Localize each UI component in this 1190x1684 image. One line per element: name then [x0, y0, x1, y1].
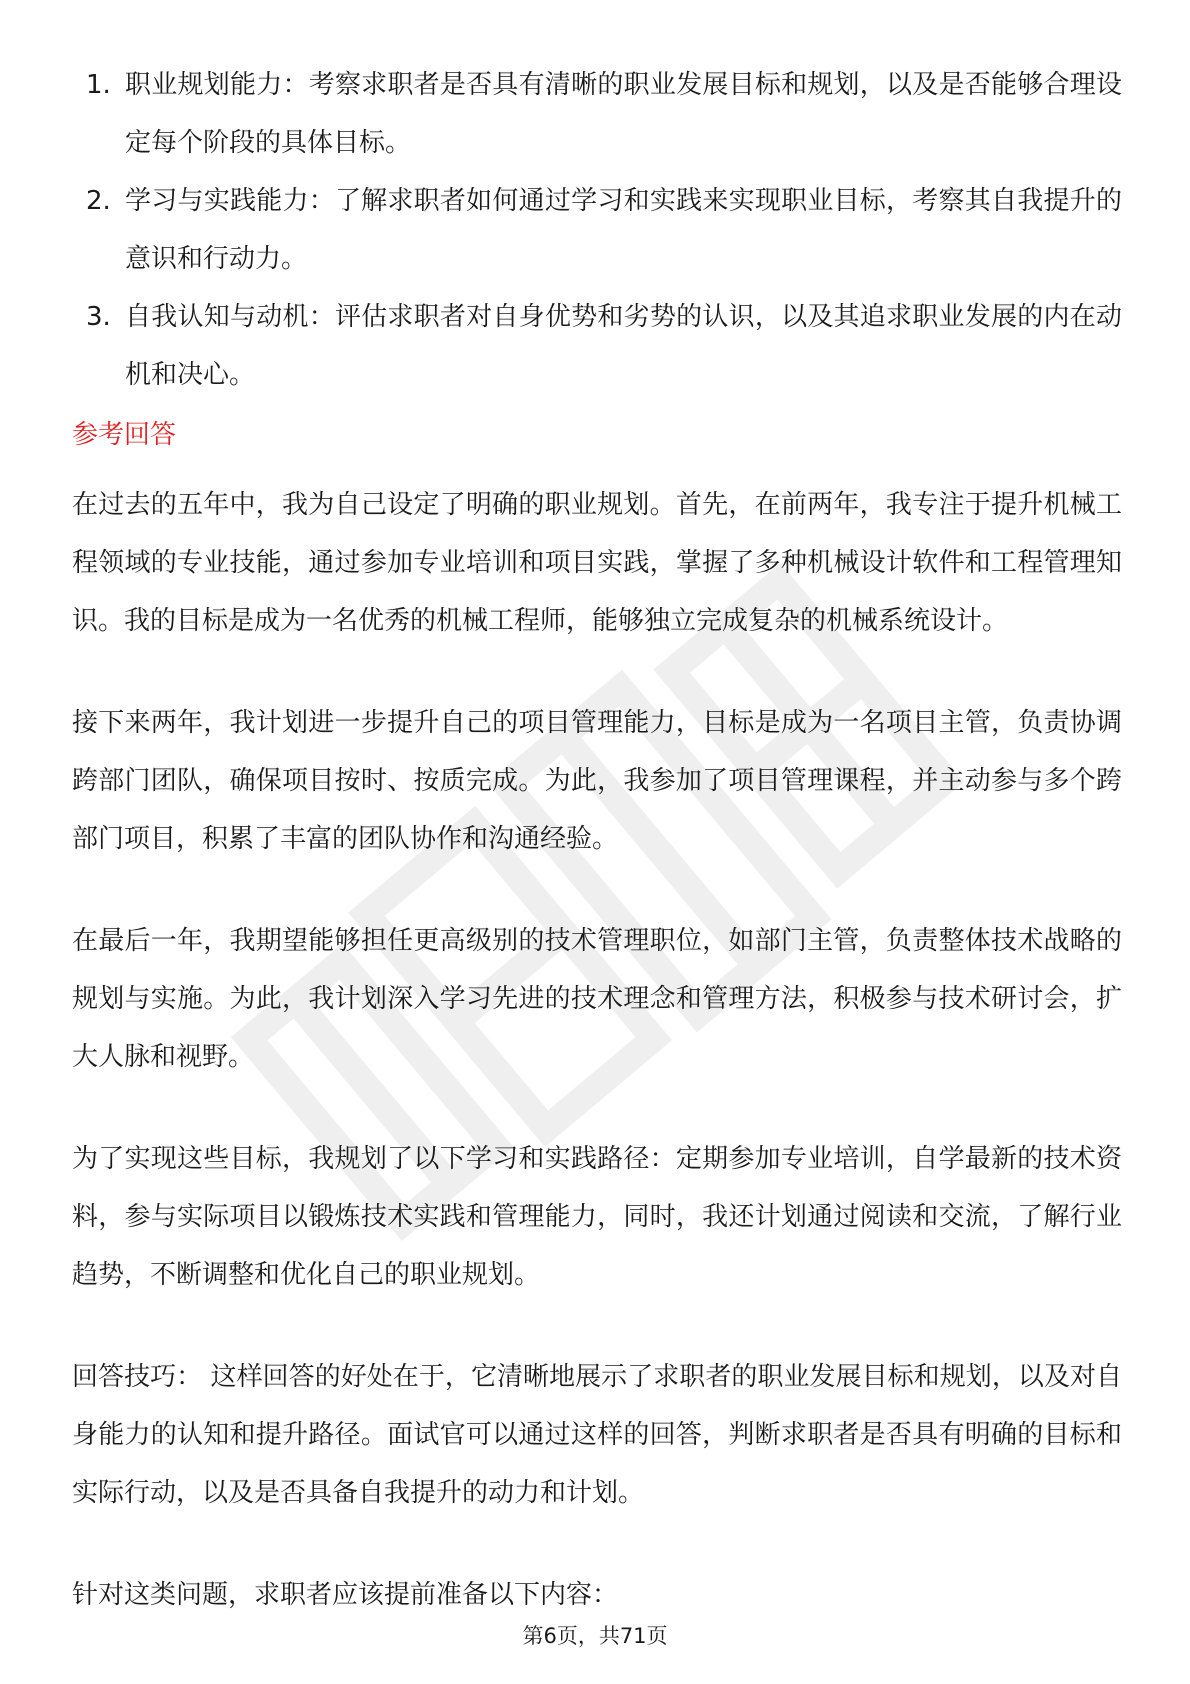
- reference-answer-heading: 参考回答: [72, 420, 177, 450]
- page-number-footer: 第6页，共71页: [522, 1624, 668, 1648]
- list-item-text: 学习与实践能力：了解求职者如何通过学习和实践来实现职业目标，考察其自我提升的意识和行动力。: [125, 186, 1122, 274]
- document-body: [72, 56, 1122, 1624]
- answer-paragraph: 接下来两年，我计划进一步提升自己的项目管理能力，目标是成为一名项目主管，负责协调跨部门团队，确保项目按时、按质完成。为此，我参加了项目管理课程，并主动参与多个跨部门项目，积累了丰富的团队协作和沟通经验。: [72, 708, 1122, 854]
- list-item: [72, 56, 1122, 172]
- list-item: [72, 288, 1122, 404]
- list-item-number: 1.: [86, 70, 111, 100]
- answer-paragraph: 为了实现这些目标，我规划了以下学习和实践路径：定期参加专业培训，自学最新的技术资料，参与实际项目以锻炼技术实践和管理能力，同时，我还计划通过阅读和交流，了解行业趋势，不断调整和优化自己的职业规划。: [72, 1144, 1122, 1290]
- preparation-intro: 针对这类问题，求职者应该提前准备以下内容：: [72, 1580, 619, 1610]
- answer-tips-paragraph: 回答技巧： 这样回答的好处在于，它清晰地展示了求职者的职业发展目标和规划，以及对自身能力的认知和提升路径。面试官可以通过这样的回答，判断求职者是否具有明确的目标和实际行动，以及是否具备自我提升的动力和计划。: [72, 1362, 1122, 1508]
- requirements-list: [72, 56, 1122, 404]
- list-item-number: 3.: [86, 302, 111, 332]
- answer-paragraph: 在过去的五年中，我为自己设定了明确的职业规划。首先，在前两年，我专注于提升机械工程领域的专业技能，通过参加专业培训和项目实践，掌握了多种机械设计软件和工程管理知识。我的目标是成为一名优秀的机械工程师，能够独立完成复杂的机械系统设计。: [72, 490, 1122, 636]
- list-item-text: 自我认知与动机：评估求职者对自身优势和劣势的认识，以及其追求职业发展的内在动机和决心。: [125, 302, 1122, 390]
- list-item-text: 职业规划能力：考察求职者是否具有清晰的职业发展目标和规划，以及是否能够合理设定每个阶段的具体目标。: [125, 70, 1122, 158]
- list-item: [72, 172, 1122, 288]
- answer-paragraph: 在最后一年，我期望能够担任更高级别的技术管理职位，如部门主管，负责整体技术战略的规划与实施。为此，我计划深入学习先进的技术理念和管理方法，积极参与技术研讨会，扩大人脉和视野。: [72, 926, 1122, 1072]
- list-item-number: 2.: [86, 186, 111, 216]
